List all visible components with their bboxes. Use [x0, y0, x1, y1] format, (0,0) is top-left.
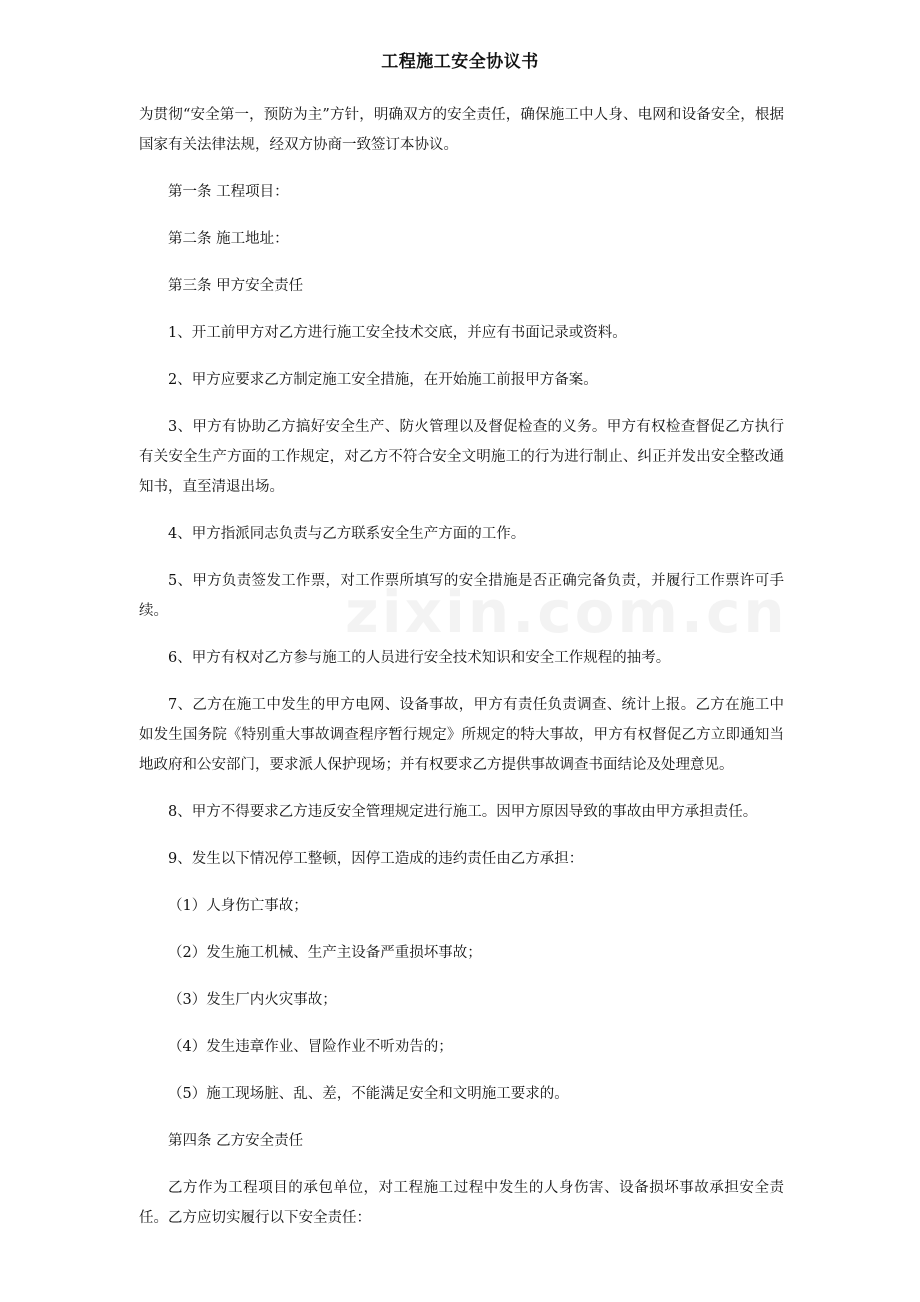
article-3-item-7: 7、乙方在施工中发生的甲方电网、设备事故，甲方有责任负责调查、统计上报。乙方在施工中如发生国务院《特别重大事故调查程序暂行规定》所规定的特大事故，甲方有权督促乙方立即通知当地政府和公安部门，要求派人保护现场；并有权要求乙方提供事故调查书面结论及处理意见。	[139, 697, 784, 773]
article-3-subitem-2: （2）发生施工机械、生产主设备严重损坏事故；	[168, 945, 482, 961]
article-3-item-3: 3、甲方有协助乙方搞好安全生产、防火管理以及督促检查的义务。甲方有权检查督促乙方执行有关安全生产方面的工作规定，对乙方不符合安全文明施工的行为进行制止、纠正并发出安全整改通知书，直至清退出场。	[139, 419, 784, 495]
article-3-subitem-5: （5）施工现场脏、乱、差，不能满足安全和文明施工要求的。	[168, 1086, 569, 1102]
article-4-intro: 乙方作为工程项目的承包单位，对工程施工过程中发生的人身伤害、设备损坏事故承担安全责任。乙方应切实履行以下安全责任：	[139, 1180, 784, 1226]
article-1-heading: 第一条 工程项目：	[168, 184, 289, 200]
article-3-item-6: 6、甲方有权对乙方参与施工的人员进行安全技术知识和安全工作规程的抽考。	[168, 650, 671, 666]
intro-paragraph: 为贯彻“安全第一，预防为主”方针，明确双方的安全责任，确保施工中人身、电网和设备安全，根据国家有关法律法规，经双方协商一致签订本协议。	[139, 107, 784, 153]
article-3-item-8: 8、甲方不得要求乙方违反安全管理规定进行施工。因甲方原因导致的事故由甲方承担责任。	[168, 804, 758, 820]
document-body	[139, 100, 784, 1250]
article-3-item-9: 9、发生以下情况停工整顿，因停工造成的违约责任由乙方承担：	[168, 851, 584, 867]
article-3-item-1: 1、开工前甲方对乙方进行施工安全技术交底，并应有书面记录或资料。	[168, 325, 627, 341]
article-3-heading: 第三条 甲方安全责任	[168, 278, 304, 294]
article-3-item-2: 2、甲方应要求乙方制定施工安全措施，在开始施工前报甲方备案。	[168, 372, 598, 388]
article-4-heading: 第四条 乙方安全责任	[168, 1133, 304, 1149]
document-title: 工程施工安全协议书	[381, 52, 539, 72]
article-3-item-4: 4、甲方指派同志负责与乙方联系安全生产方面的工作。	[168, 526, 526, 542]
article-3-subitem-3: （3）发生厂内火灾事故；	[168, 992, 337, 1008]
article-3-subitem-1: （1）人身伤亡事故；	[168, 898, 308, 914]
article-3-subitem-4: （4）发生违章作业、冒险作业不听劝告的；	[168, 1039, 453, 1055]
article-3-item-5: 5、甲方负责签发工作票，对工作票所填写的安全措施是否正确完备负责，并履行工作票许可手续。	[139, 573, 784, 619]
article-2-heading: 第二条 施工地址：	[168, 231, 289, 247]
